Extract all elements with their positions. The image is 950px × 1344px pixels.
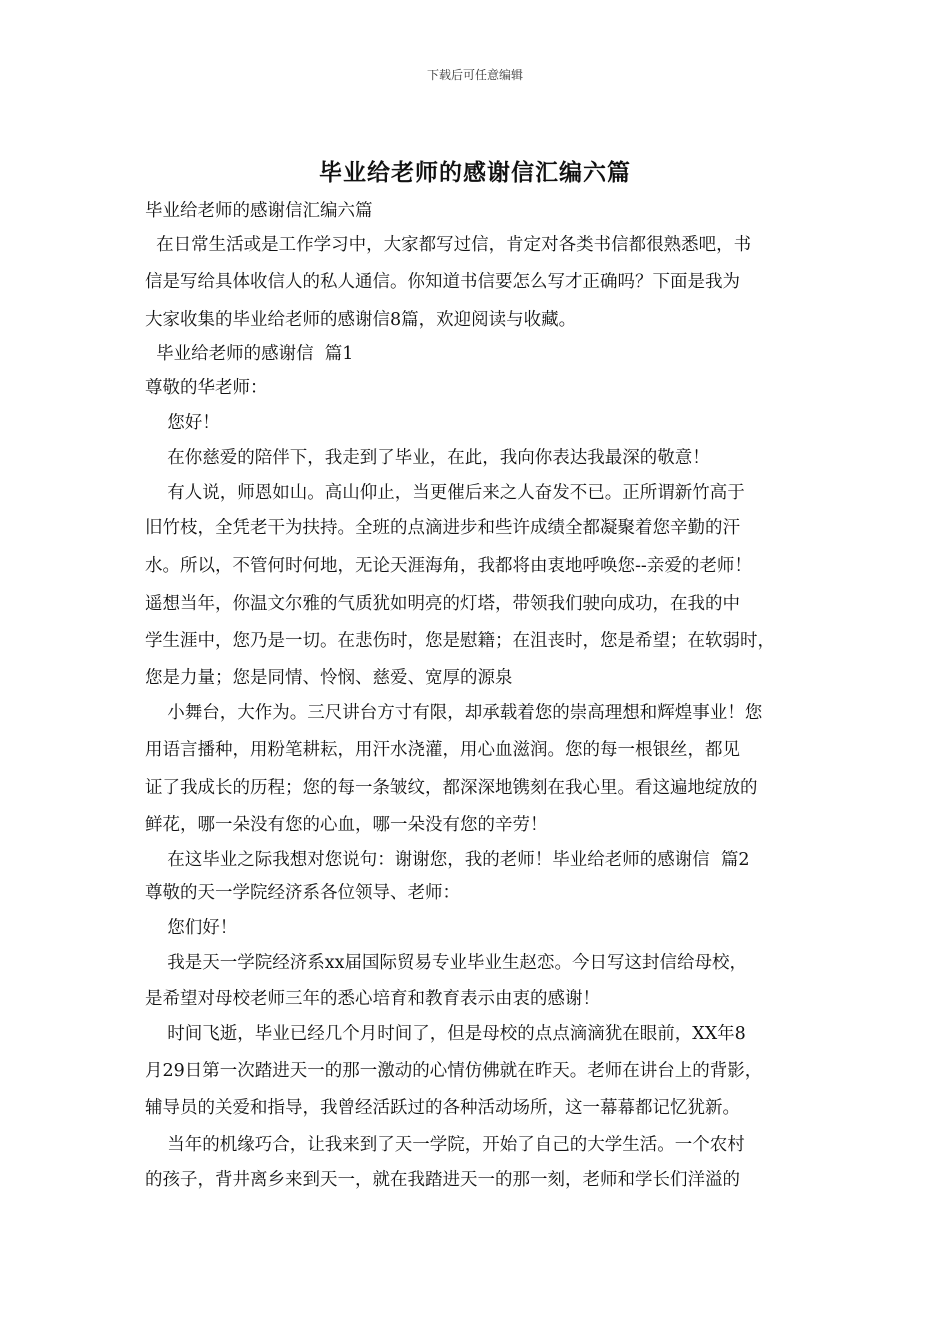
body-line: 证了我成长的历程；您的每一条皱纹，都深深地镌刻在我心里。看这遍地绽放的: [145, 778, 758, 798]
body-line: 在你慈爱的陪伴下，我走到了毕业，在此，我向你表达我最深的敬意！: [145, 448, 710, 468]
body-line: 在日常生活或是工作学习中，大家都写过信，肯定对各类书信都很熟悉吧，书: [145, 235, 752, 255]
body-line: 的孩子，背井离乡来到天一，就在我踏进天一的那一刻，老师和学长们洋溢的: [145, 1170, 740, 1190]
body-line: 毕业给老师的感谢信汇编六篇: [145, 201, 373, 221]
body-line: 尊敬的华老师：: [145, 378, 268, 398]
body-line: 您好！: [145, 413, 220, 433]
body-line: 您是力量；您是同情、怜悯、慈爱、宽厚的源泉: [145, 668, 513, 688]
body-line: 遥想当年，你温文尔雅的气质犹如明亮的灯塔，带领我们驶向成功，在我的中: [145, 594, 740, 614]
body-line: 时间飞逝，毕业已经几个月时间了，但是母校的点点滴滴犹在眼前，XX年8: [145, 1024, 746, 1044]
body-line: 辅导员的关爱和指导，我曾经活跃过的各种活动场所，这一幕幕都记忆犹新。: [145, 1098, 740, 1118]
body-line: 是希望对母校老师三年的悉心培育和教育表示由衷的感谢！: [145, 989, 600, 1009]
body-line: 大家收集的毕业给老师的感谢信8篇，欢迎阅读与收藏。: [145, 310, 577, 330]
body-line: 月29日第一次踏进天一的那一激动的心情仿佛就在昨天。老师在讲台上的背影，: [145, 1061, 763, 1081]
body-line: 我是天一学院经济系xx届国际贸易专业毕业生赵恋。今日写这封信给母校，: [145, 953, 747, 973]
body-line: 您们好！: [145, 918, 238, 938]
body-line: 学生涯中，您乃是一切。在悲伤时，您是慰籍；在沮丧时，您是希望；在软弱时，: [145, 631, 775, 651]
body-line: 用语言播种，用粉笔耕耘，用汗水浇灌，用心血滋润。您的每一根银丝，都见: [145, 740, 740, 760]
body-line: 小舞台，大作为。三尺讲台方寸有限，却承载着您的崇高理想和辉煌事业！您: [145, 703, 763, 723]
body-line: 信是写给具体收信人的私人通信。你知道书信要怎么写才正确吗？下面是我为: [145, 272, 740, 292]
body-line: 旧竹枝，全凭老干为扶持。全班的点滴进步和些许成绩全都凝聚着您辛勤的汗: [145, 518, 740, 538]
body-line: 有人说，师恩如山。高山仰止，当更催后来之人奋发不已。正所谓新竹高于: [145, 483, 745, 503]
body-line: 水。所以，不管何时何地，无论天涯海角，我都将由衷地呼唤您--亲爱的老师！: [145, 556, 752, 576]
document-title: 毕业给老师的感谢信汇编六篇: [319, 159, 631, 186]
body-line: 在这毕业之际我想对您说句：谢谢您，我的老师！毕业给老师的感谢信 篇2: [145, 850, 750, 870]
body-line: 尊敬的天一学院经济系各位领导、老师：: [145, 883, 460, 903]
body-line: 当年的机缘巧合，让我来到了天一学院，开始了自己的大学生活。一个农村: [145, 1135, 745, 1155]
header-note: 下载后可任意编辑: [426, 68, 523, 82]
body-line: 毕业给老师的感谢信 篇1: [145, 344, 354, 364]
body-line: 鲜花，哪一朵没有您的心血，哪一朵没有您的辛劳！: [145, 815, 548, 835]
